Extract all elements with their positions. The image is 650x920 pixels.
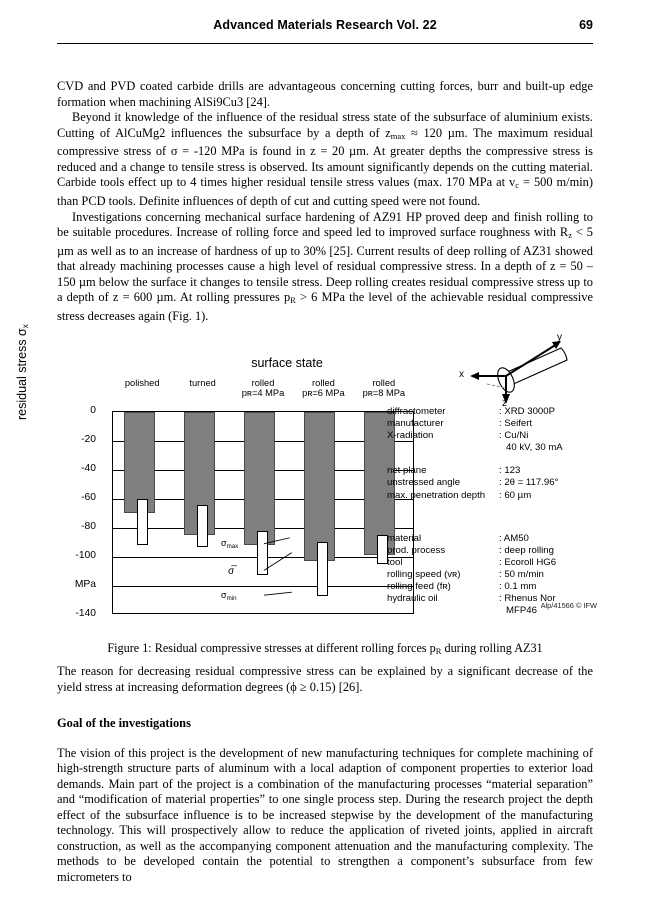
paragraph-5: The vision of this project is the development of new manufacturing techniques for complete machining of high-strength structure parts of aluminum with a local adaption of component properties to exterior load demands. Main part of the project is a combination of the manufacturing processes “material separation” and “modification of material properties” to one single process step. During the research project the depth effect of the subsurface influence is to be increased stepwise by the development of the manufacturing technology. This will prospectively allow to reduce the application of riveted joints, applied in aircraft construction, as well as the accompanying component attenuation and the manufacturing complexity. The methods to be developed contain the potential to strengthen a component’s subsurface from few micrometers to [57, 745, 593, 884]
chart-category-headers [112, 378, 414, 408]
axis-label-x: x [459, 369, 464, 380]
axis-label-z: z [502, 398, 507, 409]
chart-bars [113, 412, 413, 613]
text-block-upper [57, 79, 593, 325]
info-spacer [387, 454, 563, 465]
y-tick-60: -60 [81, 492, 96, 503]
info-row: 40 kV, 30 mA [506, 442, 563, 454]
category-header-rolled-4mpa: rolled pʀ=4 MPa [241, 378, 285, 399]
bar-range-rolled-6mpa [317, 542, 328, 596]
paragraph-3: Investigations concerning mechanical surface hardening of AZ91 HP proved deep and finish rolling to be suitable procedures. Increase of rolling force and speed led to improved surface roughness with $R_z < 5$ µm as well as to an increase of hardness of up to 30% [25]. Current results of deep rolling of AZ31 showed that already machining processes cause a high level of residual compressive stress. In a depth of z = 50 – 150 µm below the surface it changes to tensile stress. Deep rolling creates residual compressive stress up to a depth of z = 600 µm. At rolling pressures $p_R > 6$ MPa the level of the achievable residual compressive stress decreases again (Fig. 1). [57, 209, 593, 324]
y-tick-unit: MPa [74, 579, 96, 590]
info-row: hydraulic oil : Rhenus Nor [387, 593, 556, 605]
category-header-polished: polished [124, 378, 160, 388]
info-row: material : AM50 [387, 532, 529, 544]
y-tick-0: 0 [90, 405, 96, 416]
category-header-turned: turned [189, 378, 216, 388]
paragraph-2: Beyond it knowledge of the influence of the residual stress state of the subsurface of aluminium exists. Cutting of AlCuMg2 influences the subsurface by a depth of $z_{max} \approx 120$ µm. The maximum residual compressive stress of σ = -120 MPa is found in z = 20 µm. At greater depths the compressive stress is reduced and a change to tensile stress is observed. Its amount significantly depends on the cutting material. Carbide tools effect up to 4 times higher residual tensile stress values (max. 170 MPa at $v_c = 500$ m/min) than PCD tools. Definite influences of depth of cut and cutting speed were not found. [57, 110, 593, 209]
figure-1 [15, 324, 597, 630]
annotation-sigma-min: $\sigma_{min}$ [221, 590, 237, 602]
info-row: diffractometer : XRD 3000P [387, 406, 555, 417]
annotation-sigma-mean: σ̅ [228, 566, 235, 577]
y-axis-title: residual stress σx [15, 324, 30, 420]
paragraph-4: The reason for decreasing residual compressive stress can be explained by a significant decrease of the yield stress at increasing deformation degrees (ϕ ≥ 0.15) [26]. [57, 664, 593, 694]
info-row: net plane : 123 [387, 465, 521, 477]
category-header-rolled-6mpa: rolled pʀ=6 MPa [302, 378, 345, 399]
bar-mean-polished [124, 412, 155, 513]
info-row: rolling feed (fʀ) : 0.1 mm [387, 581, 537, 593]
figure-title: surface state [251, 356, 323, 370]
info-table-measurement [387, 406, 563, 502]
bar-group-polished [113, 412, 173, 613]
info-row: rolling speed (vʀ) : 50 m/min [387, 568, 544, 580]
info-row: X-radiation : Cu/Ni [387, 430, 529, 442]
bar-group-rolled-6mpa [293, 412, 353, 613]
bar-range-turned [197, 505, 208, 547]
bar-group-turned [173, 412, 233, 613]
bar-mean-rolled-6mpa [304, 412, 335, 561]
info-row: manufacturer : Seifert [387, 418, 533, 430]
info-row: MFP46 [506, 605, 537, 617]
section-heading-goal: Goal of the investigations [57, 716, 191, 731]
bar-mean-rolled-4mpa [244, 412, 275, 545]
y-tick-40: -40 [81, 463, 96, 474]
annotation-sigma-max: $\sigma_{max}$ [221, 538, 239, 550]
category-header-rolled-8mpa: rolled pʀ=8 MPa [362, 378, 406, 399]
bar-range-polished [137, 499, 148, 545]
figure-credit: Alp/41566 © IFW [540, 601, 597, 610]
info-row: prod. process : deep rolling [387, 544, 554, 556]
coordinate-system-sketch [457, 332, 593, 410]
info-row: unstressed angle : 2θ = 117.96° [387, 477, 559, 489]
header-rule [57, 43, 593, 44]
info-row: tool : Ecoroll HG6 [387, 556, 557, 568]
running-head-title: Advanced Materials Research Vol. 22 [213, 18, 437, 32]
page-number: 69 [579, 18, 593, 32]
y-tick-100: -100 [75, 550, 96, 561]
running-head [57, 18, 593, 32]
bar-group-rolled-4mpa [233, 412, 293, 613]
info-row: max. penetration depth : 60 µm [387, 489, 532, 501]
figure-info-panel [387, 406, 597, 617]
y-tick-20: -20 [81, 434, 96, 445]
axis-label-y: y [557, 332, 562, 343]
chart-plot-area [112, 411, 414, 614]
text-block-lower [57, 664, 593, 886]
figure-caption: Figure 1: Residual compressive stresses at different rolling forces $p_R$ during rolling AZ31 [107, 641, 543, 657]
paragraph-1: CVD and PVD coated carbide drills are advantageous concerning cutting forces, burr and built-up edge formation when machining AlSi9Cu3 [24]. [57, 79, 593, 109]
y-tick-140: -140 [75, 608, 96, 619]
y-tick-80: -80 [81, 521, 96, 532]
bar-range-rolled-4mpa [257, 531, 268, 575]
